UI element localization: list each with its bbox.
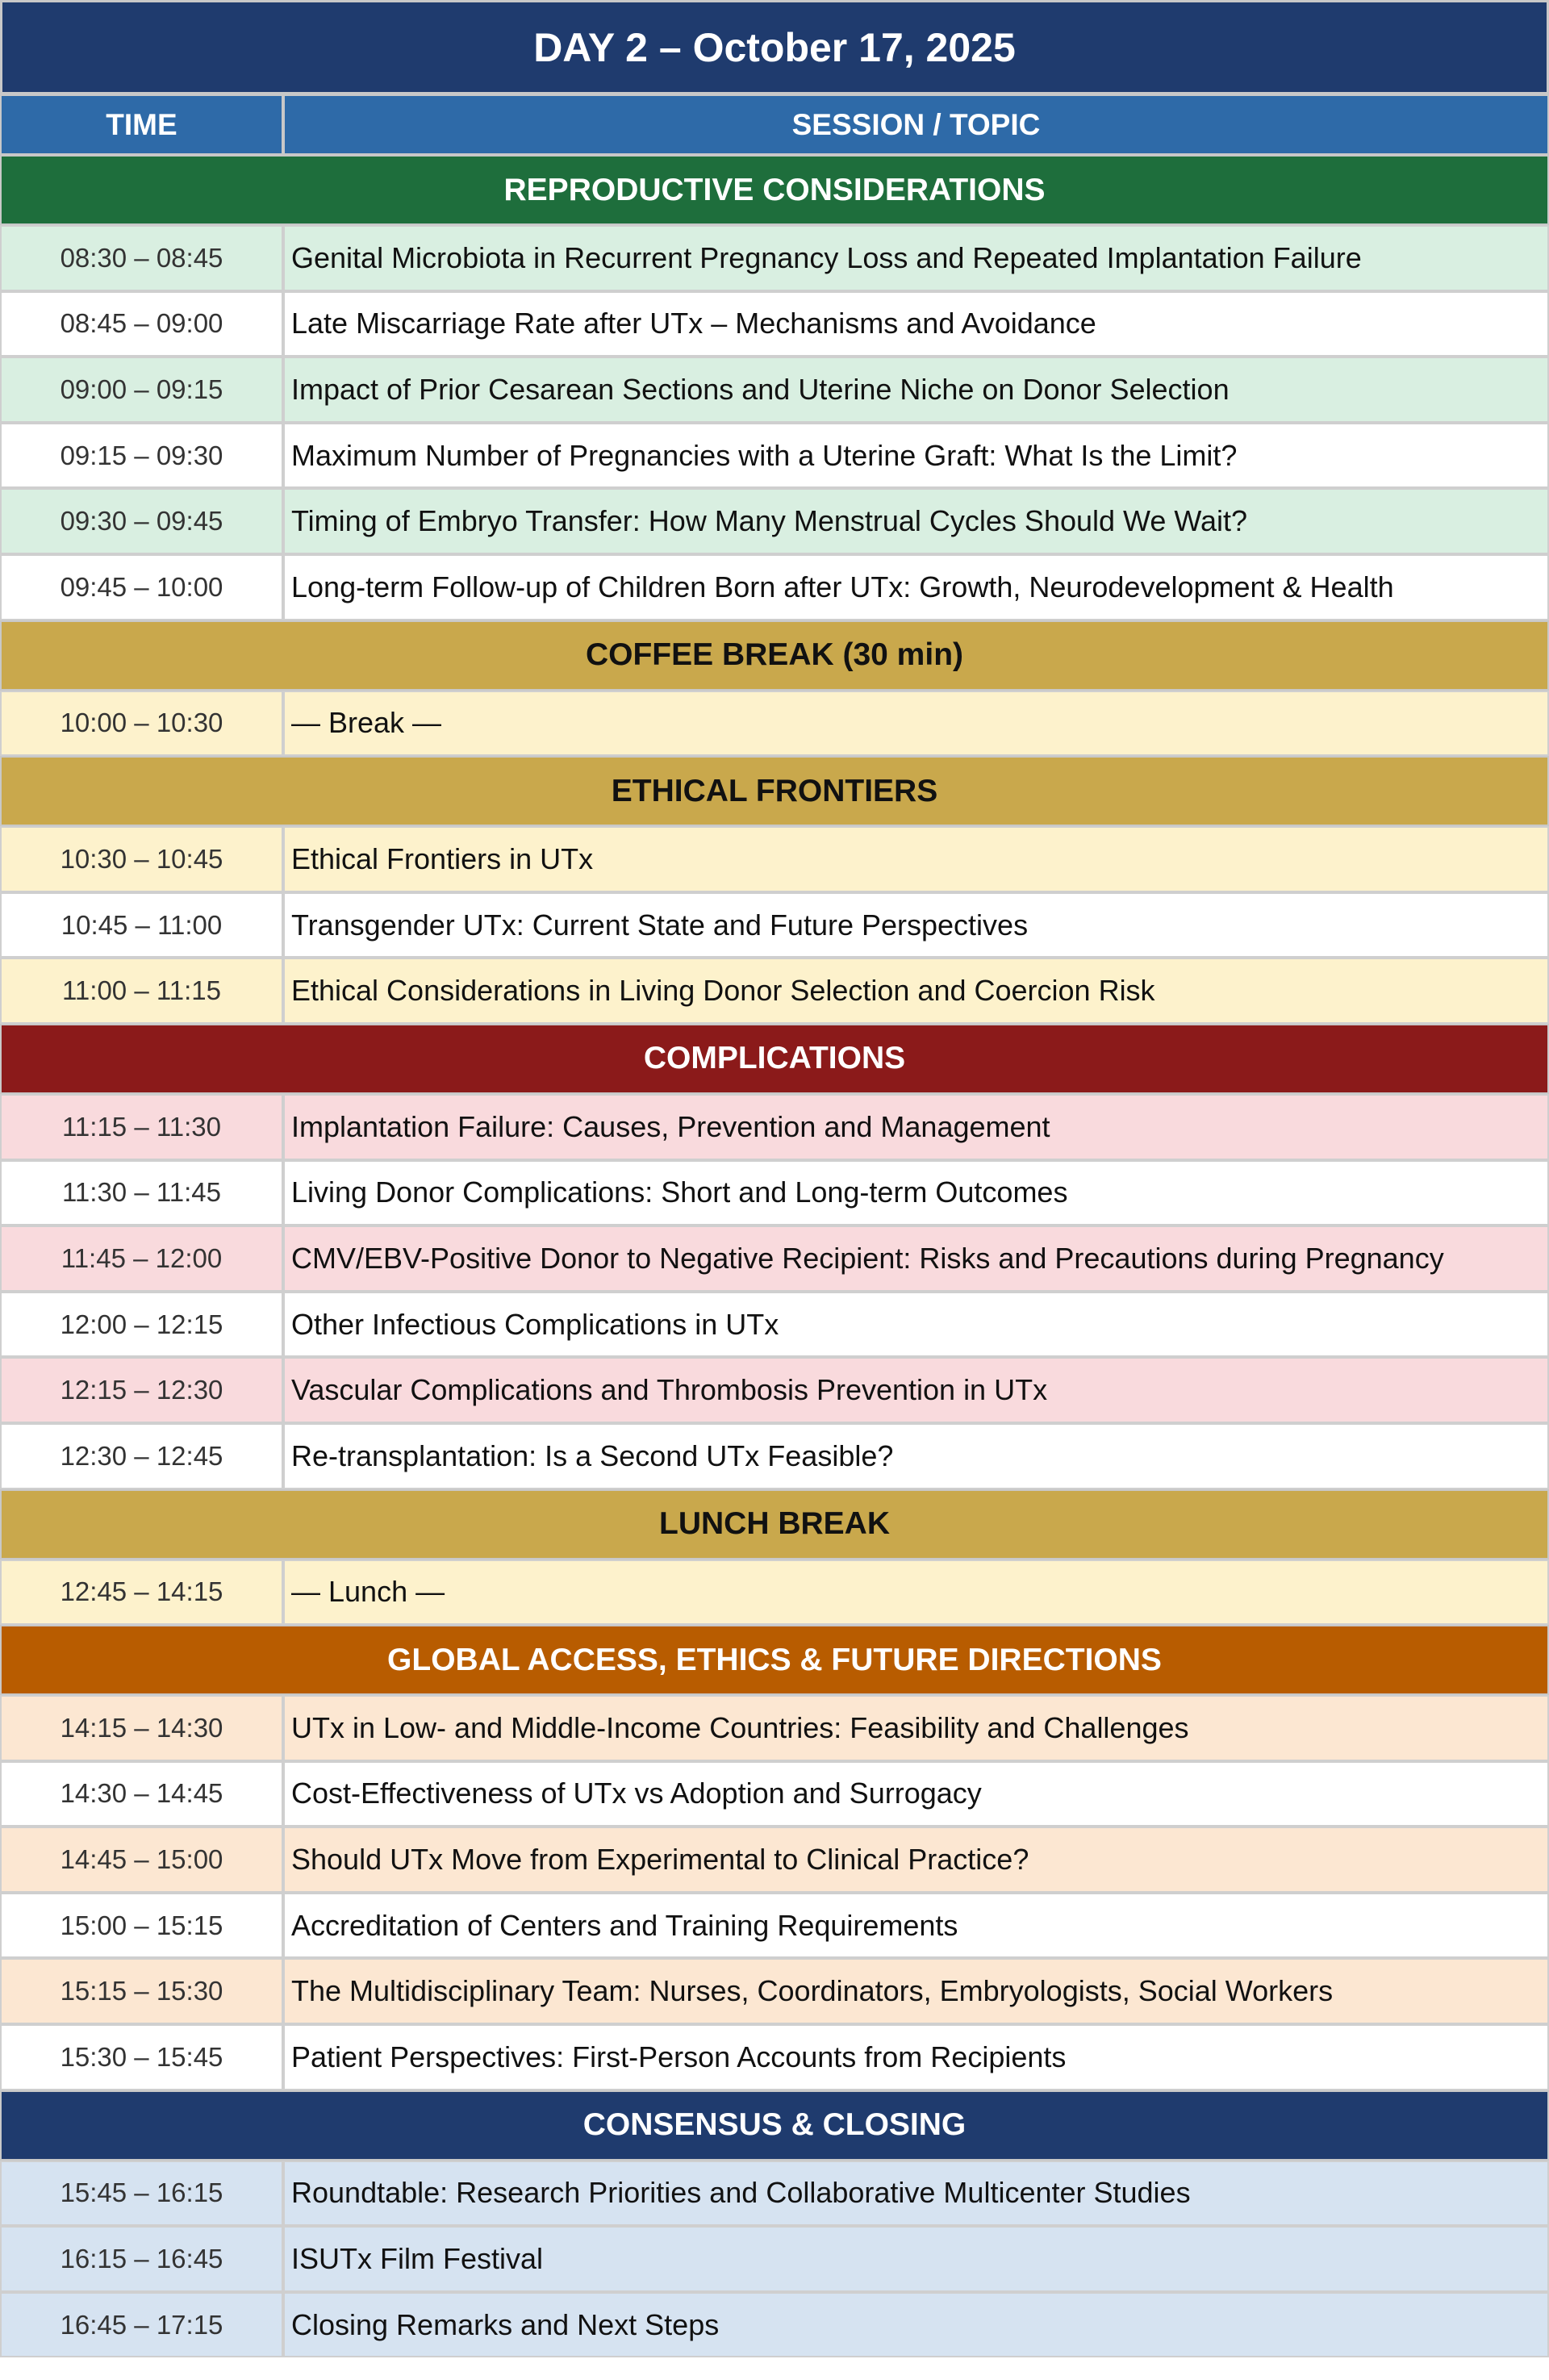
time-cell: 15:15 – 15:30	[0, 1958, 283, 2024]
time-cell: 10:30 – 10:45	[0, 826, 283, 892]
topic-cell: — Break —	[283, 691, 1549, 757]
topic-cell: Living Donor Complications: Short and Long-term Outcomes	[283, 1160, 1549, 1226]
table-row	[0, 826, 1549, 892]
table-row	[0, 691, 1549, 757]
section-header: ETHICAL FRONTIERS	[0, 756, 1549, 826]
topic-cell: Implantation Failure: Causes, Prevention and Management	[283, 1094, 1549, 1160]
time-cell: 16:15 – 16:45	[0, 2226, 283, 2292]
time-cell: 11:45 – 12:00	[0, 1225, 283, 1292]
topic-cell: The Multidisciplinary Team: Nurses, Coordinators, Embryologists, Social Workers	[283, 1958, 1549, 2024]
section-header: COFFEE BREAK (30 min)	[0, 620, 1549, 691]
time-cell: 09:30 – 09:45	[0, 488, 283, 554]
topic-cell: Timing of Embryo Transfer: How Many Menstrual Cycles Should We Wait?	[283, 488, 1549, 554]
topic-cell: Should UTx Move from Experimental to Clinical Practice?	[283, 1827, 1549, 1893]
table-row	[0, 488, 1549, 554]
time-cell: 14:15 – 14:30	[0, 1695, 283, 1761]
topic-cell: Re-transplantation: Is a Second UTx Feasible?	[283, 1423, 1549, 1489]
time-cell: 16:45 – 17:15	[0, 2292, 283, 2358]
topic-cell: Transgender UTx: Current State and Future Perspectives	[283, 892, 1549, 958]
topic-cell: UTx in Low- and Middle-Income Countries: Feasibility and Challenges	[283, 1695, 1549, 1761]
time-cell: 08:30 – 08:45	[0, 225, 283, 291]
topic-cell: Maximum Number of Pregnancies with a Uterine Graft: What Is the Limit?	[283, 423, 1549, 489]
topic-cell: Long-term Follow-up of Children Born after UTx: Growth, Neurodevelopment & Health	[283, 554, 1549, 620]
time-column-header: TIME	[0, 94, 283, 155]
table-row	[0, 1695, 1549, 1761]
table-row	[0, 2024, 1549, 2090]
table-row	[0, 1225, 1549, 1292]
topic-cell: Roundtable: Research Priorities and Collaborative Multicenter Studies	[283, 2161, 1549, 2227]
table-row	[0, 225, 1549, 291]
time-cell: 11:00 – 11:15	[0, 958, 283, 1024]
topic-cell: CMV/EBV-Positive Donor to Negative Recipient: Risks and Precautions during Pregnancy	[283, 1225, 1549, 1292]
table-row	[0, 2292, 1549, 2358]
time-cell: 09:45 – 10:00	[0, 554, 283, 620]
section-header: REPRODUCTIVE CONSIDERATIONS	[0, 155, 1549, 225]
table-row	[0, 1893, 1549, 1959]
table-row	[0, 1560, 1549, 1626]
table-row	[0, 1094, 1549, 1160]
section-header: LUNCH BREAK	[0, 1489, 1549, 1560]
topic-cell: Cost-Effectiveness of UTx vs Adoption and Surrogacy	[283, 1761, 1549, 1827]
time-cell: 10:45 – 11:00	[0, 892, 283, 958]
topic-cell: Other Infectious Complications in UTx	[283, 1292, 1549, 1358]
section-header: CONSENSUS & CLOSING	[0, 2090, 1549, 2161]
topic-cell: Late Miscarriage Rate after UTx – Mechanisms and Avoidance	[283, 291, 1549, 357]
table-row	[0, 892, 1549, 958]
topic-cell: Impact of Prior Cesarean Sections and Uterine Niche on Donor Selection	[283, 357, 1549, 423]
topic-cell: Ethical Considerations in Living Donor Selection and Coercion Risk	[283, 958, 1549, 1024]
time-cell: 14:45 – 15:00	[0, 1827, 283, 1893]
time-cell: 09:15 – 09:30	[0, 423, 283, 489]
topic-cell: Accreditation of Centers and Training Requirements	[283, 1893, 1549, 1959]
topic-cell: — Lunch —	[283, 1560, 1549, 1626]
table-header	[0, 94, 1549, 155]
sections-container	[0, 155, 1549, 2357]
table-row	[0, 291, 1549, 357]
time-cell: 12:00 – 12:15	[0, 1292, 283, 1358]
time-cell: 11:15 – 11:30	[0, 1094, 283, 1160]
time-cell: 15:30 – 15:45	[0, 2024, 283, 2090]
table-row	[0, 554, 1549, 620]
table-row	[0, 423, 1549, 489]
table-row	[0, 1160, 1549, 1226]
topic-cell: Ethical Frontiers in UTx	[283, 826, 1549, 892]
table-row	[0, 2226, 1549, 2292]
time-cell: 09:00 – 09:15	[0, 357, 283, 423]
table-row	[0, 1761, 1549, 1827]
topic-cell: ISUTx Film Festival	[283, 2226, 1549, 2292]
time-cell: 15:00 – 15:15	[0, 1893, 283, 1959]
time-cell: 12:45 – 14:15	[0, 1560, 283, 1626]
topic-cell: Closing Remarks and Next Steps	[283, 2292, 1549, 2358]
time-cell: 12:15 – 12:30	[0, 1357, 283, 1423]
table-row	[0, 1292, 1549, 1358]
topic-cell: Patient Perspectives: First-Person Accounts from Recipients	[283, 2024, 1549, 2090]
table-row	[0, 1827, 1549, 1893]
time-cell: 08:45 – 09:00	[0, 291, 283, 357]
table-row	[0, 1357, 1549, 1423]
time-cell: 12:30 – 12:45	[0, 1423, 283, 1489]
table-row	[0, 2161, 1549, 2227]
time-cell: 10:00 – 10:30	[0, 691, 283, 757]
section-header: GLOBAL ACCESS, ETHICS & FUTURE DIRECTIONS	[0, 1625, 1549, 1695]
table-row	[0, 958, 1549, 1024]
table-row	[0, 1423, 1549, 1489]
topic-cell: Genital Microbiota in Recurrent Pregnancy Loss and Repeated Implantation Failure	[283, 225, 1549, 291]
section-header: COMPLICATIONS	[0, 1024, 1549, 1094]
page-title: DAY 2 – October 17, 2025	[0, 0, 1549, 94]
session-column-header: SESSION / TOPIC	[283, 94, 1549, 155]
table-row	[0, 357, 1549, 423]
time-cell: 11:30 – 11:45	[0, 1160, 283, 1226]
time-cell: 15:45 – 16:15	[0, 2161, 283, 2227]
topic-cell: Vascular Complications and Thrombosis Prevention in UTx	[283, 1357, 1549, 1423]
table-row	[0, 1958, 1549, 2024]
time-cell: 14:30 – 14:45	[0, 1761, 283, 1827]
